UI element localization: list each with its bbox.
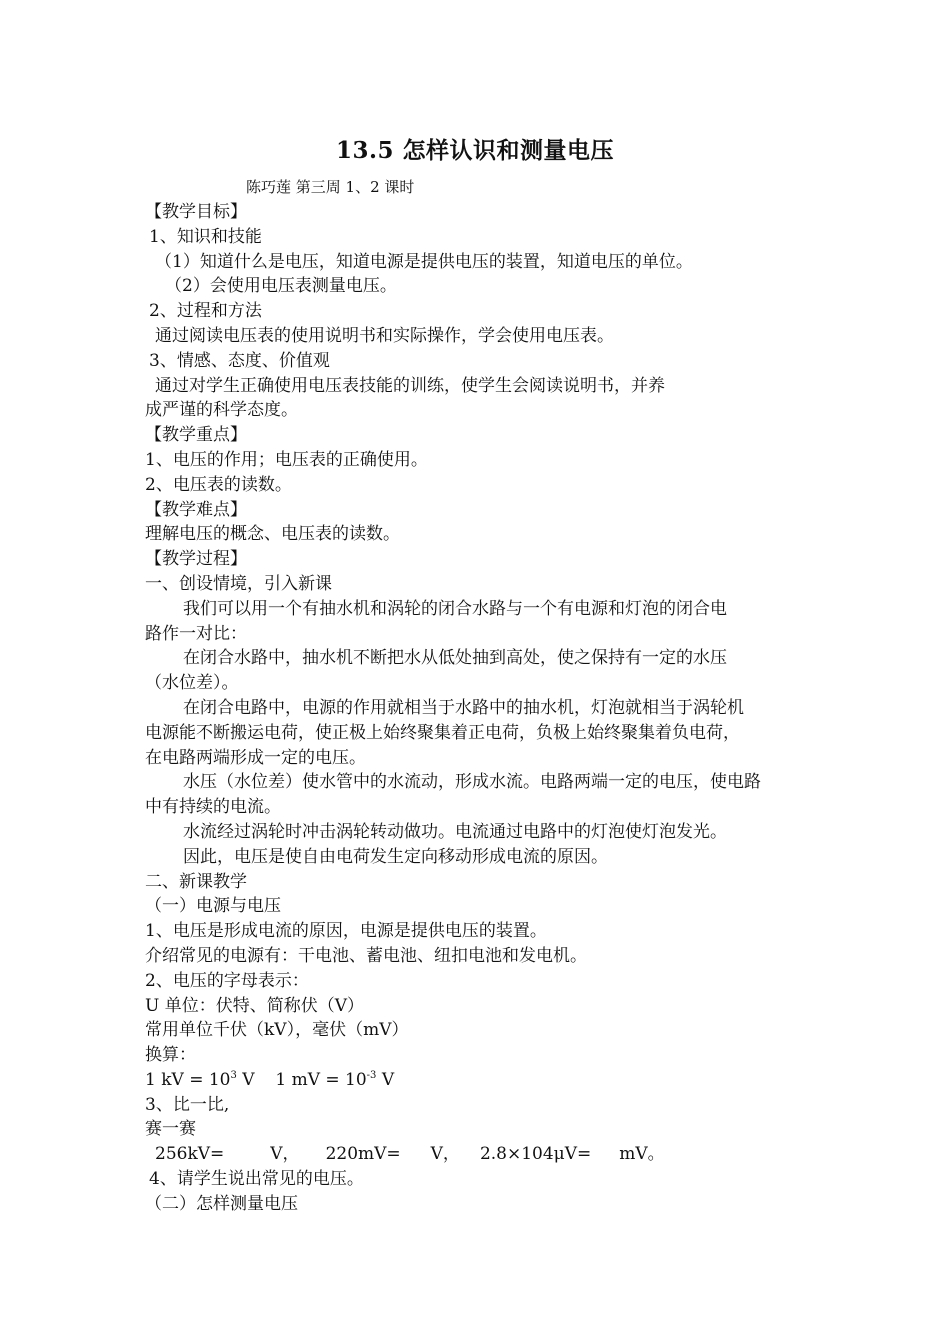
exercise-1: 256kV= (155, 1144, 225, 1165)
item-1: 1、电压是形成电流的原因，电源是提供电压的装置。 (145, 921, 547, 942)
paragraph-4-line-2: 中有持续的电流。 (145, 797, 281, 818)
goal-3-text-1: 通过对学生正确使用电压表技能的训练，使学生会阅读说明书，并养 (155, 375, 665, 396)
goal-1: 1、知识和技能 (149, 226, 262, 247)
key-1: 1、电压的作用；电压表的正确使用。 (145, 449, 428, 470)
item-2-c: 换算： (145, 1045, 196, 1066)
exercise-3: 2.8×104μV= (479, 1144, 592, 1165)
document-body (145, 200, 810, 1217)
conversion-mv: 1 mV = 10 (275, 1069, 367, 1090)
key-heading: 【教学重点】 (145, 425, 247, 446)
paragraph-4-line-1: 水压（水位差）使水管中的水流动，形成水流。电路两端一定的电压，使电路 (183, 772, 761, 793)
item-3-b: 赛一赛 (145, 1119, 196, 1140)
paragraph-2-line-2: （水位差）。 (145, 673, 239, 694)
conversion-mv-exponent: -3 (366, 1069, 377, 1081)
paragraph-5: 水流经过涡轮时冲击涡轮转动做功。电流通过电路中的灯泡使灯泡发光。 (183, 821, 727, 842)
item-3: 3、比一比, (145, 1094, 230, 1115)
exercise-3-unit: mV。 (619, 1144, 665, 1165)
item-2-a: U 单位：伏特、简称伏（V） (145, 995, 365, 1016)
paragraph-3-line-2: 电源能不断搬运电荷，使正极上始终聚集着正电荷，负极上始终聚集着负电荷， (145, 722, 740, 743)
conversion-kv: 1 kV = 10 (145, 1069, 231, 1090)
paragraph-2-line-1: 在闭合水路中，抽水机不断把水从低处抽到高处，使之保持有一定的水压 (183, 648, 727, 669)
goals-heading: 【教学目标】 (145, 202, 247, 222)
conversion-line (145, 1068, 810, 1093)
item-2: 2、电压的字母表示： (145, 970, 309, 991)
difficulty-text: 理解电压的概念、电压表的读数。 (145, 524, 400, 545)
conversion-mv-unit: V (376, 1069, 395, 1090)
process-heading: 【教学过程】 (145, 549, 247, 570)
goal-3-text-2: 成严谨的科学态度。 (145, 400, 298, 421)
paragraph-3-line-3: 在电路两端形成一定的电压。 (145, 747, 366, 768)
item-1-b: 介绍常见的电源有：干电池、蓄电池、纽扣电池和发电机。 (145, 945, 587, 966)
goal-2-text: 通过阅读电压表的使用说明书和实际操作，学会使用电压表。 (155, 325, 614, 346)
conversion-kv-unit: V (236, 1069, 255, 1090)
paragraph-1-line-2: 路作一对比： (145, 623, 247, 644)
exercise-2-unit: V， (430, 1144, 460, 1165)
paragraph-6: 因此，电压是使自由电荷发生定向移动形成电流的原因。 (183, 846, 608, 867)
conversion-kv-exponent: 3 (230, 1069, 237, 1081)
subsection-1-heading: （一）电源与电压 (145, 896, 281, 917)
exercise-1-unit: V， (270, 1144, 300, 1165)
paragraph-1-line-1: 我们可以用一个有抽水机和涡轮的闭合水路与一个有电源和灯泡的闭合电 (183, 598, 727, 619)
page-title: 13.5 怎样认识和测量电压 (335, 137, 615, 164)
goal-1-b: （2）会使用电压表测量电压。 (165, 276, 397, 297)
author-line: 陈巧莲 第三周 1、2 课时 (246, 178, 415, 196)
goal-2: 2、过程和方法 (149, 301, 262, 322)
item-4: 4、请学生说出常见的电压。 (149, 1169, 364, 1190)
key-2: 2、电压表的读数。 (145, 474, 292, 495)
difficulty-heading: 【教学难点】 (145, 499, 247, 520)
exercise-2: 220mV= (325, 1144, 401, 1165)
exercise-line (145, 1142, 810, 1167)
goal-3: 3、情感、态度、价值观 (149, 350, 330, 371)
part-2-heading: 二、新课教学 (145, 871, 247, 892)
part-1-heading: 一、创设情境，引入新课 (145, 573, 332, 594)
goal-1-a: （1）知道什么是电压，知道电源是提供电压的装置，知道电压的单位。 (155, 251, 693, 272)
paragraph-3-line-1: 在闭合电路中，电源的作用就相当于水路中的抽水机，灯泡就相当于涡轮机 (183, 697, 744, 718)
item-2-b: 常用单位千伏（kV），毫伏（mV） (145, 1020, 409, 1041)
subsection-2-heading: （二）怎样测量电压 (145, 1193, 298, 1214)
